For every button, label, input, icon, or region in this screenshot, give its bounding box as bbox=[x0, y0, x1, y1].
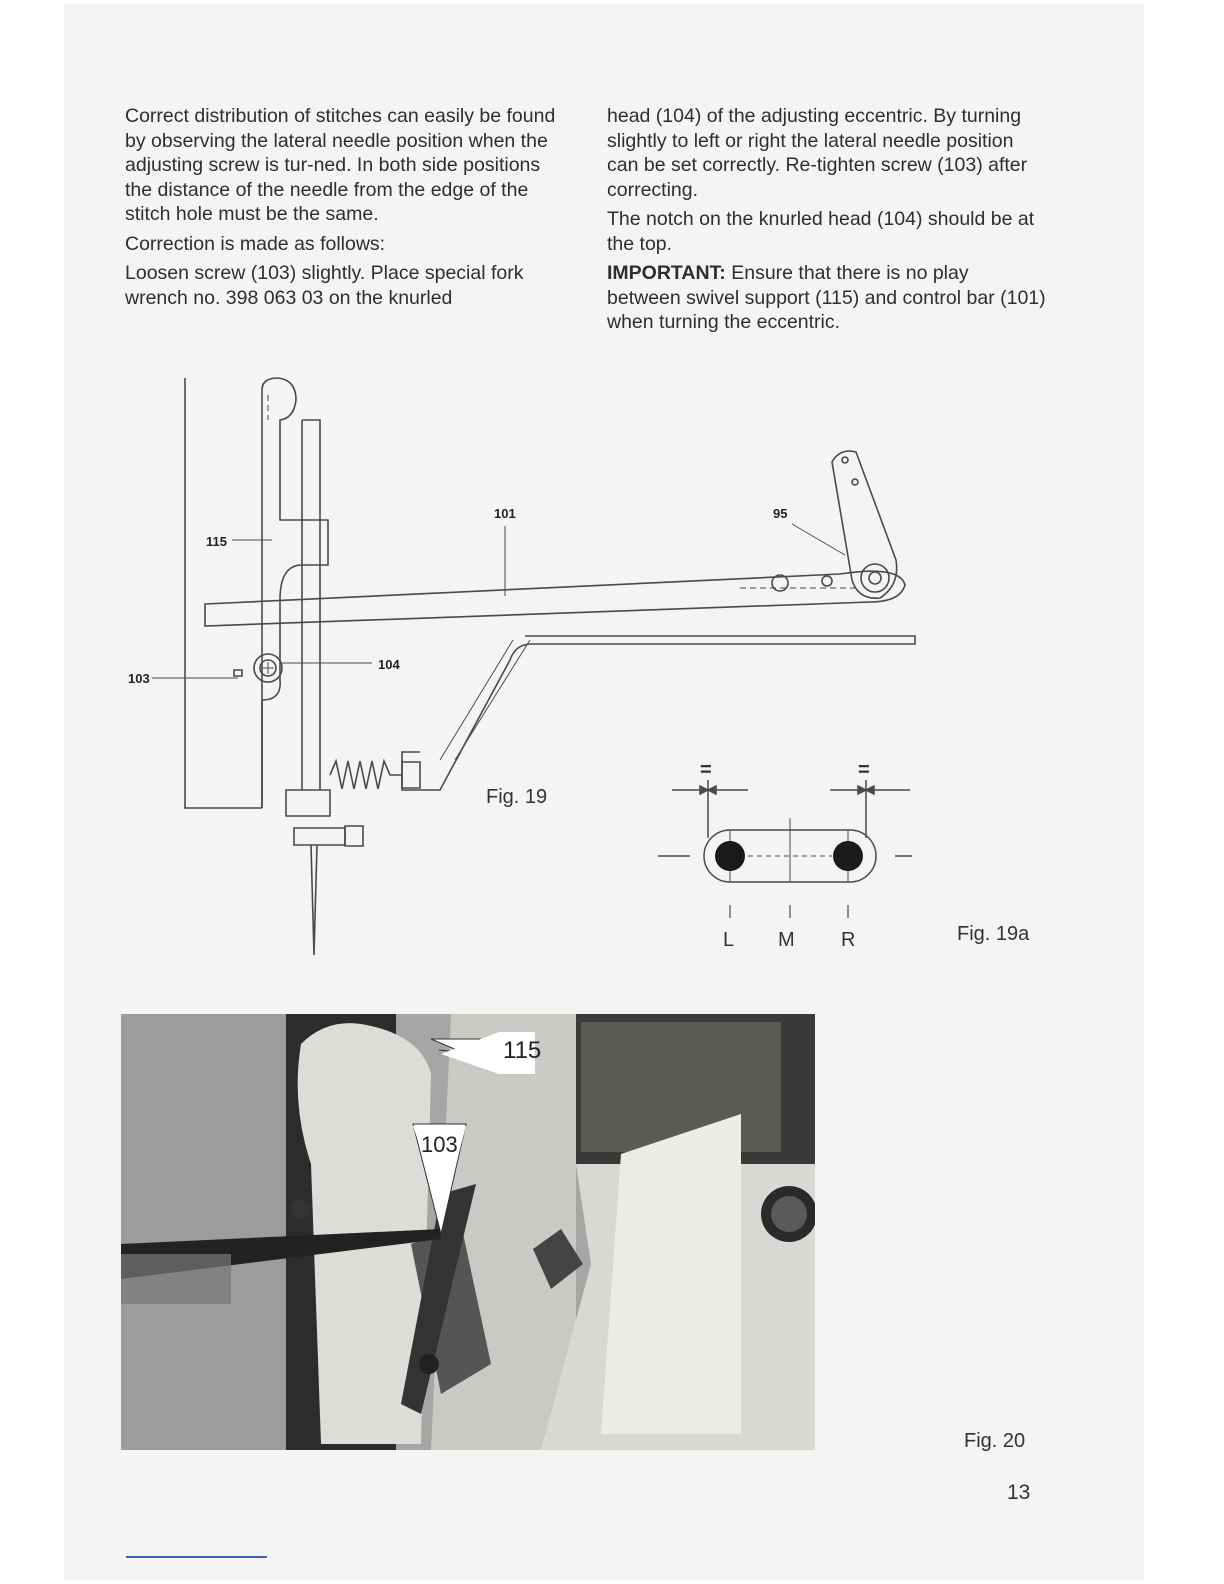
paragraph-stitch-distribution: Correct distribution of stitches can easily be found by observing the lateral needle position when the adjusting screw is tur-ned. In both side positions the distance of the needle from the edge of the stitch hole must be the same. bbox=[125, 105, 556, 225]
position-label-m: M bbox=[778, 929, 795, 951]
photo-callout-115: 115 bbox=[503, 1037, 542, 1064]
footnote-rule bbox=[126, 1556, 267, 1558]
paragraph-adjust-eccentric: head (104) of the adjusting eccentric. By turning slightly to left or right the lateral needle position can be set correctly. Re-tighten screw (103) after correcting. bbox=[607, 105, 1028, 201]
fig19-caption: Fig. 19 bbox=[486, 786, 548, 808]
position-label-r: R bbox=[841, 929, 856, 951]
fig20-callout-flags bbox=[121, 1014, 815, 1450]
page-number: 13 bbox=[1007, 1481, 1031, 1504]
callout-101: 101 bbox=[494, 506, 516, 521]
important-label: IMPORTANT: bbox=[607, 262, 726, 284]
equal-mark-left: = bbox=[700, 759, 712, 781]
callout-95: 95 bbox=[773, 506, 788, 521]
paragraph-loosen-screw: Loosen screw (103) slightly. Place special fork wrench no. 398 063 03 on the knurled bbox=[125, 262, 524, 309]
photo-callout-103: 103 bbox=[421, 1132, 458, 1157]
important-text: Ensure that there is no play between swivel support (115) and control bar (101) when turning the eccentric. bbox=[607, 262, 1046, 333]
fig20-photo bbox=[121, 1014, 815, 1450]
callout-103: 103 bbox=[128, 671, 150, 686]
equal-mark-right: = bbox=[858, 759, 870, 781]
fig19a-caption: Fig. 19a bbox=[957, 923, 1030, 945]
callout-104: 104 bbox=[378, 657, 400, 672]
position-label-l: L bbox=[723, 929, 735, 951]
fig20-caption: Fig. 20 bbox=[964, 1430, 1026, 1452]
paragraph-correction-intro: Correction is made as follows: bbox=[125, 232, 386, 255]
callout-115: 115 bbox=[206, 534, 227, 549]
paragraph-notch: The notch on the knurled head (104) should be at the top. bbox=[607, 208, 1035, 255]
